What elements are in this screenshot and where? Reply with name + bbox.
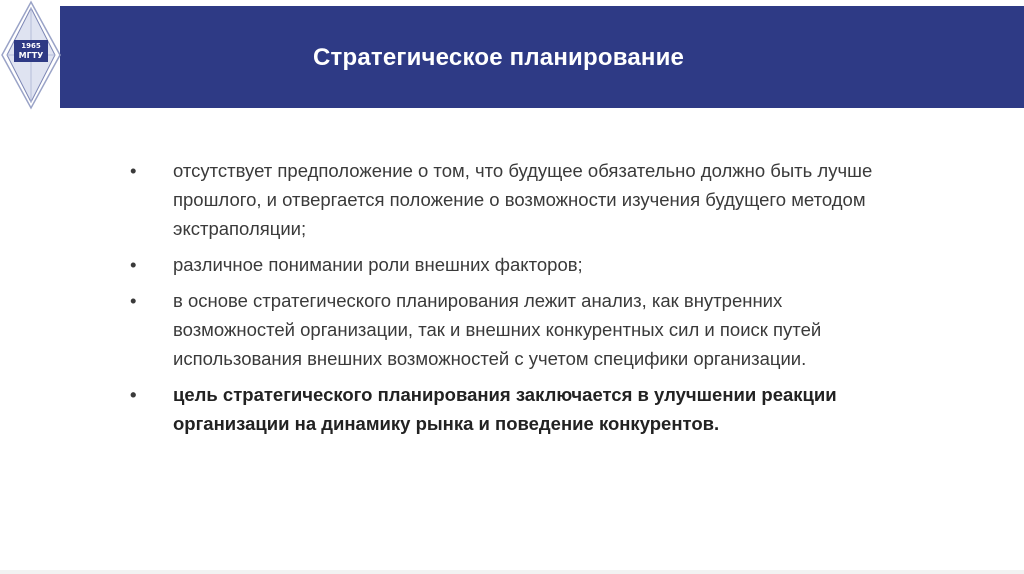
- bottom-bar: [0, 570, 1024, 574]
- logo-year: 1965: [21, 42, 41, 50]
- bullet-list: [128, 156, 898, 438]
- bullet-text: отсутствует предположение о том, что будущее обязательно должно быть лучше прошлого, и отвергается положение о возможности изучения будущего методом экстраполяции;: [173, 160, 873, 239]
- bullet-marker: •: [130, 290, 137, 311]
- bullet-item: [128, 380, 898, 438]
- slide-content: [128, 156, 898, 445]
- bullet-text: различное понимании роли внешних факторов;: [173, 254, 583, 275]
- bullet-item: [128, 286, 898, 373]
- logo-text: МГТУ: [18, 51, 44, 60]
- slide-title: Стратегическое планирование: [313, 44, 685, 71]
- bullet-marker: •: [130, 160, 137, 181]
- bullet-item: [128, 156, 898, 243]
- bullet-item: [128, 250, 898, 279]
- slide-header: [0, 0, 1024, 108]
- bullet-text: цель стратегического планирования заключается в улучшении реакции организации на динамику рынка и поведение конкурентов.: [173, 384, 837, 434]
- bullet-text: в основе стратегического планирования лежит анализ, как внутренних возможностей организации, так и внешних конкурентных сил и поиск путей использования внешних возможностей с учетом специфики организации.: [173, 290, 822, 369]
- university-emblem-icon: [0, 0, 62, 110]
- bullet-marker: •: [130, 254, 137, 275]
- bullet-marker: •: [130, 384, 137, 405]
